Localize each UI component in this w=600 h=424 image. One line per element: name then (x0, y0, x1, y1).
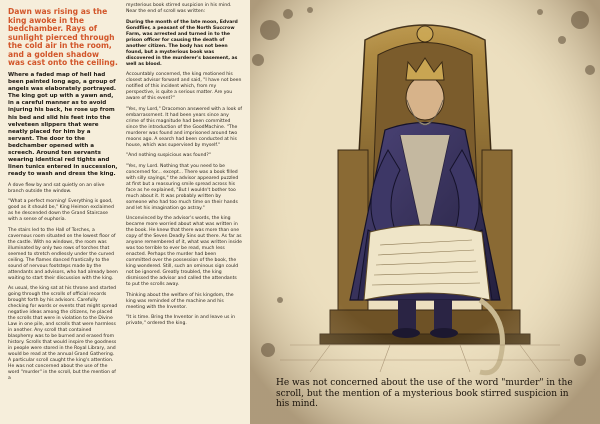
opening-paragraph: Dawn was rising as the king awoke in the bedchamber. Rays of sunlight pierced through the cold air in the room, and a golden shadow was cast onto the ceiling. (8, 7, 118, 67)
king-illustration (250, 0, 600, 424)
paragraph: mysterious book stirred suspicion in his mind. Near the end of scroll was written: (126, 3, 232, 14)
paragraph: As usual, the king sat at his throne and started going through the scrolls of official records brought forth by his advisors. Carefully checking for words or events that might spread negative ideas among the citizens, he placed the scrolls that were in violation to the Divine Law in one pile, and scrolls that were harmless in another. Any scroll that contained blasphemy was to be burned and erased from history. Scrolls that would inspire the goodness in people were stored in the Royal Library, and would be read at the annual Grand Gathering. A particular scroll caught the king's attention. He was not concerned about the use of the word "murder" in the scroll, but the mention of a (8, 286, 118, 382)
paragraph: Accountably concerned, the king motioned his closest advisor forward and said, "I have not been notified of this incident which, from my perspective, is quite a serious matter. Are you aware of this event?" (126, 72, 242, 101)
scroll-quote: During the month of the late moon, Edvard Gondflier, a peasant of the North Succrow Farm, was arrested and turned in to the prison officer for causing the death of another citizen. The body has not been found, but a mysterious book was discovered in the murderer's basement, as well as blood. (126, 19, 238, 67)
paragraph: "What a perfect morning! Everything is good, good as it should be," King Heimon exclaimed as he descended down the Grand Staircase with a sense of euphoria. (8, 199, 114, 223)
paragraph: A dove flew by and sat quietly on an olive branch outside the window. (8, 182, 105, 194)
paragraph: Unconvinced by the advisor's words, the king became more worried about what was written in the book. He knew that there was more than one copy of the Seven Deadly Sins out there. As far as anyone remembered of it, what was written inside was too terrible to ever be read, much less enacted. Perhaps the murder had been committed over the possession of the book, the king wondered. Still, such an ominous sign could not be ignored. Greatly troubled, the king dismissed the advisor and called the attendants to put the scrolls away. (126, 216, 242, 287)
paragraph: "Yes, my Lord," Dracomon answered with a look of embarrassment. It had been years since any crime of this magnitude had been committed since the introduction of the GoodMachine. "The murderer was found and imprisoned around two moons ago. A search had been conducted at his house, which was supervised by myself." (126, 106, 243, 148)
paragraph: "And nothing suspicious was found?" (126, 153, 211, 158)
text-column-right (126, 3, 242, 332)
paragraph: The stairs led to the Hall of Torches, a cavernous room situated on the lowest floor of the castle. With no windows, the room was illuminated by only two rows of torches that seemed to stretch endlessly under the curved ceiling. The flames danced frantically to the sound of nervous footsteps made by the attendants and advisors, who had already been waiting to start their discussion with the king. (8, 227, 118, 281)
paragraph: Thinking about the welfare of his kingdom, the king was reminded of the machine and his meeting with the Inventor. (126, 292, 234, 310)
text-column-left (8, 8, 118, 387)
paragraph: "Yes, my Lord. Nothing that you need to be concerned for... except... There was a book filled with silly sayings," the advisor appeared puzzled at first but a reassuring smile spread across his face as he explained, "But I wouldn't bother too much about it. It was probably written by someone who had too much time on their hands and let his imagination go astray." (126, 163, 239, 211)
bold-paragraph: Where a faded map of hell had been painted long ago, a group of angels was elaborately portrayed. The king got up with a yawn and, in a careful manner as to avoid injuring his back, he rose up from his bed and slid his feet into the velveteen slippers that were neatly placed for him by a servant. The door to the bedchamber opened with a screech. Around ten servants wearing identical red tights and linen tunics entered in succession, ready to wash and dress the king. (8, 72, 118, 178)
paragraph: "It is time. Bring the Inventor in and leave us in private," ordered the king. (126, 315, 236, 326)
illustration-caption: He was not concerned about the use of the word "murder" in the scroll, but the mention of a mysterious book stirred suspicion in his mind. (276, 378, 573, 409)
illustration-panel (250, 0, 600, 424)
